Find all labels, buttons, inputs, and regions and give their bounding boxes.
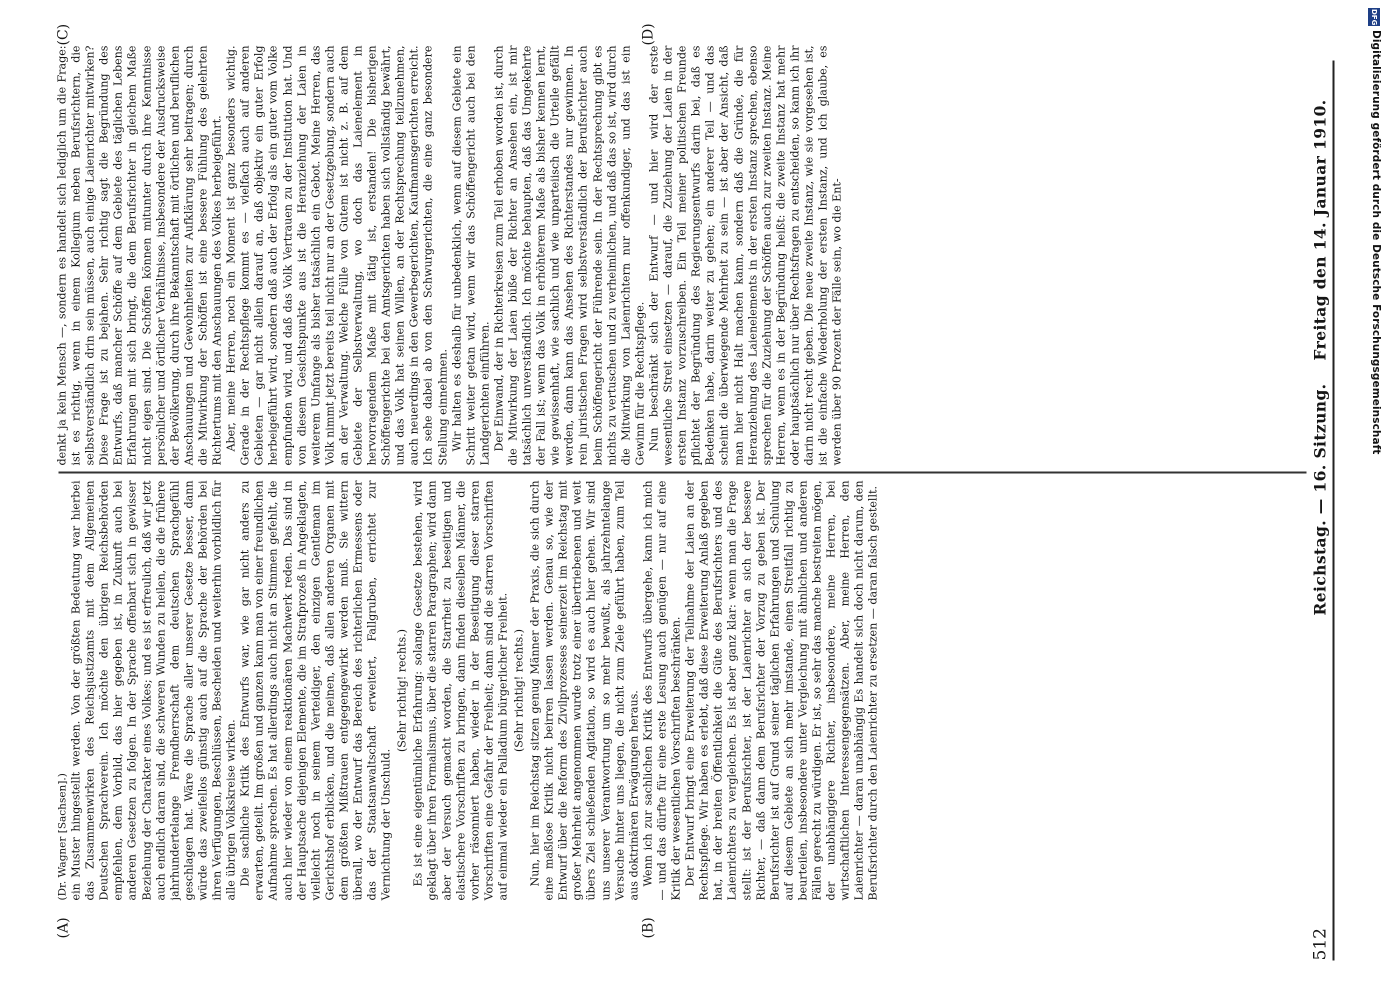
paragraph: Wenn ich zur sachlichen Kritik des Entwurfs übergehe, kann ich mich — und das dürfte für eine erste Lesung auch genügen — nur auf eine Kritik der wesentlichen Vorschriften beschränken. (640, 480, 683, 900)
paragraph: Aber, meine Herren, noch ein Moment ist ganz besonders wichtig. Gerade in der Rechtspflege kommt es — vielfach auch auf anderen Gebieten — gar nicht allein darauf an, daß objektiv ein guter Erfolg herbeigeführt wird, sondern daß auch der Erfolg als ein guter vom Volke empfunden wird, und daß das Volk Vertrauen zu der Institution hat. Und von diesem Gesichtspunkte aus ist die Heranziehung der Laien in weiterem Umfange als bisher tatsächlich ein Gebot. Meine Herren, das Volk nimmt jetzt bereits teil nicht nur an der Gesetzgebung, sondern auch an der Verwaltung. Welche Fülle von Gutem ist nicht z. B. auf dem Gebiete der Selbstverwaltung, wo doch das Laienelement in hervorragendem Maße mit tätig ist, erstanden! Die bisherigen Schöffengerichte bei den Amtsgerichten haben sich vollständig bewährt, und das Volk hat seinen Willen, an der Rechtsprechung teilzunehmen, auch neuerdings in den Gewerbegerichten, Kaufmannsgerichten erreicht. Ich sehe dabei ab von den Schwurgerichten, die eine ganz besondere Stellung einnehmen. (224, 45, 449, 465)
margin-mark-d: (D) (640, 22, 656, 45)
page-number: 512 (1310, 927, 1330, 960)
right-column (55, 45, 1310, 465)
column-divider (58, 472, 1306, 474)
paragraph: Es ist eine eigentümliche Erfahrung: solange Gesetze bestehen, wird geklagt über ihren Formalismus, über die starren Paragraphen; wird dann aber der Versuch gemacht worden, die Starrheit zu beseitigen und elastischere Vorschriften zu bringen, dann finden dieselben Männer, die vorher räsonniert haben, wieder in der Beseitigung dieser starren Vorschriften eine Gefahr der Freiheit; dann sind die starren Vorschriften auf einmal wieder ein Palladium bürgerlicher Freiheit. (411, 480, 509, 900)
margin-mark-b: (B) (640, 916, 656, 938)
session-date: Freitag den 14. Januar 1910. (1310, 98, 1329, 360)
paragraph: Die sachliche Kritik des Entwurfs war, wie gar nicht anders zu erwarten, geteilt. Im großen und ganzen kann man von einer freundlichen Aufnahme sprechen. Es hat allerdings auch nicht an Stimmen gefehlt, die auch hier wieder von einem reaktionären Machwerk reden. Das sind in der Hauptsache diejenigen Elemente, die im Strafprozeß in Angeklagten, vielleicht noch in seinem Verteidiger, den einzigen Gentleman im Gerichtshof erblicken, und die meinen, daß allen anderen Organen mit dem größten Mißtrauen entgegengewirkt werden muß. Sie wittern überall, wo der Entwurf das Bereich des richterlichen Ermessens oder das der Staatsanwaltschaft erweitert, Fallgruben, errichtet zur Vernichtung der Unschuld. (238, 480, 393, 900)
header-rule (1332, 60, 1334, 960)
margin-mark-a: (A) (55, 916, 71, 938)
paragraph: denkt ja kein Mensch —, sondern es handelt sich lediglich um die Frage: ist es richtig, wenn in einem Kollegium neben Berufsrichtern, die selbstverständlich drin sein müssen, auch einige Laienrichter mitwirken? Diese Frage ist zu bejahen. Sehr richtig sagt die Begründung des Entwurfs, daß mancher Schöffe auf dem Gebiete des täglichen Lebens Erfahrungen mit sich bringt, die dem Berufsrichter in gleichem Maße nicht eigen sind. Die Schöffen können mitunter durch ihre Kenntnisse persönlicher und örtlicher Verhältnisse, insbesondere der Ausdrucksweise der Bevölkerung, durch ihre Bekanntschaft mit örtlichen und beruflichen Anschauungen und Gewohnheiten zur Aufklärung sehr beitragen; durch die Mitwirkung der Schöffen ist eine bessere Fühlung des gelehrten Richtertums mit den Anschauungen des Volkes herbeigeführt. (55, 45, 224, 465)
left-column (55, 480, 1310, 900)
dfg-stamp: DFG (1370, 8, 1378, 26)
interjection: (Sehr richtig! rechts.) (512, 628, 525, 752)
paragraph: Der Entwurf bringt eine Erweiterung der Teilnahme der Laien an der Rechtspflege. Wir haben es erlebt, daß diese Erweiterung Anlaß gegeben hat, in der breiten Öffentlichkeit die Güte des Berufsrichters und des Laienrichters zu vergleichen. Es ist aber ganz klar: wenn man die Frage stellt: ist der Berufsrichter, ist der Laienrichter an sich der bessere Richter, — daß dann dem Berufsrichter der Vorzug zu geben ist. Der Berufsrichter ist auf Grund seiner täglichen Erfahrungen und Schulung auf diesem Gebiete an sich mehr imstande, einen Streitfall richtig zu beurteilen, insbesondere unter Vergleichung mit ähnlichen und anderen Fällen gerecht zu würdigen. Er ist, so sehr das manche bestreiten mögen, der unabhängigere Richter, insbesondere, meine Herren, bei wirtschaftlichen Interessengegensätzen. Aber, meine Herren, den Laienrichter — daran unabhängig Es handelt sich doch nicht darum, den Berufsrichter durch den Laienrichter zu ersetzen — daran falsch gestellt. (683, 480, 880, 900)
interjection: (Sehr richtig! rechts.) (395, 628, 409, 752)
paragraph: Nun beschränkt sich der Entwurf — und hier wird der erste wesentliche Streit einsetzen — darauf, die Zuziehung der Laien in der ersten Instanz vorzuschreiben. Ein Teil meiner politischen Freunde pflichtet der Begründung des Regierungsentwurfs darin bei, daß es Bedenken habe, darin weiter zu gehen; ein anderer Teil — und das scheint die überwiegende Mehrheit zu sein — ist aber der Ansicht, daß man hier nicht Halt machen kann, sondern daß die Gründe, die für Heranziehung des Laienelements in der ersten Instanz sprechen, ebenso sprechen für die Zuziehung der Schöffen auch zur zweiten Instanz. Meine Herren, wenn es in der Begründung heißt: die zweite Instanz hat mehr oder hauptsächlich nur über Rechtsfragen zu entscheiden, so kann ich ihr darin nicht recht geben. Die neue zweite Instanz, wie sie vorgesehen ist, ist die einfache Wiederholung der ersten Instanz, und ich glaube, es werden über 90 Prozent der Fälle sein, wo die Ent- (646, 45, 844, 465)
paragraph: Nun, hier im Reichstag sitzen genug Männer der Praxis, die sich durch eine maßlose Kritik nicht beirren lassen werden. Genau so, wie der Entwurf über die Reform des Zivilprozesses seinerzeit im Reichstag mit großer Mehrheit angenommen wurde trotz einer übertriebenen und weit übers Ziel schießenden Agitation, so wird es auch hier gehen. Wir sind uns unserer Verantwortung um so mehr bewußt, als jahrzehntelange Versuche hinter uns liegen, die nicht zum Ziele geführt haben, zum Teil aus doktrinären Erwägungen heraus. (528, 480, 640, 900)
speaker-tag: (Dr. Wagner [Sachsen].) (56, 772, 68, 900)
digitization-credit: Digitalisierung gefördert durch die Deutsche Forschungsgemeinschaft (1370, 30, 1382, 455)
paragraph: Wir halten es deshalb für unbedenklich, wenn auf diesem Gebiete ein Schritt weiter getan wird, wenn wir das Schöffengericht auch bei den Landgerichten einführen. (449, 45, 491, 465)
session-title: Reichstag. — 16. Sitzung. (1310, 383, 1329, 615)
paragraph: ein Muster hingestellt werden. Von der größten Bedeutung war hierbei das Zusammenwirken des Reichsjustizamts mit dem Allgemeinen Deutschen Sprachverein. Ich möchte den übrigen Reichsbehörden empfehlen, dem Vorbild, das hier gegeben ist, in Zukunft auch bei anderen Gesetzen zu folgen. In der Sprache offenbart sich in gewisser Beziehung der Charakter eines Volkes; und es ist erfreulich, daß wir jetzt auch endlich daran sind, die schweren Wunden zu heilen, die die frühere jahrhundertelange Fremdherrschaft dem deutschen Sprachgefühl geschlagen hat. Wäre die Sprache aller unserer Gesetze besser, dann würde das zweifellos günstig auch auf die Sprache der Behörden bei ihren Verfügungen, Beschlüssen, Bescheiden und weiterhin vorbildlich für alle übrigen Volkskreise wirken. (69, 480, 238, 900)
paragraph: Der Einwand, der in Richterkreisen zum Teil erhoben worden ist, durch die Mitwirkung der Laien büße der Richter an Ansehen ein, ist mir tatsächlich unverständlich. Ich möchte behaupten, daß das Umgekehrte der Fall ist; wenn das Volk in erhöhterem Maße als bisher kennen lernt, wie gewissenhaft, wie sachlich und wie unparteiisch die Urteile gefällt werden, dann kann das Ansehen des Richterstandes nur gewinnen. In rein juristischen Fragen wird selbstverständlich der Berufsrichter auch beim Schöffengericht der Führende sein. In der Rechtsprechung gibt es nichts zu vertuschen und zu verheimlichen, und daß das so ist, wird durch die Mitwirkung von Laienrichtern nur offenkundiger, und das ist ein Gewinn für die Rechtspflege. (491, 45, 646, 465)
margin-mark-c: (C) (55, 23, 71, 45)
